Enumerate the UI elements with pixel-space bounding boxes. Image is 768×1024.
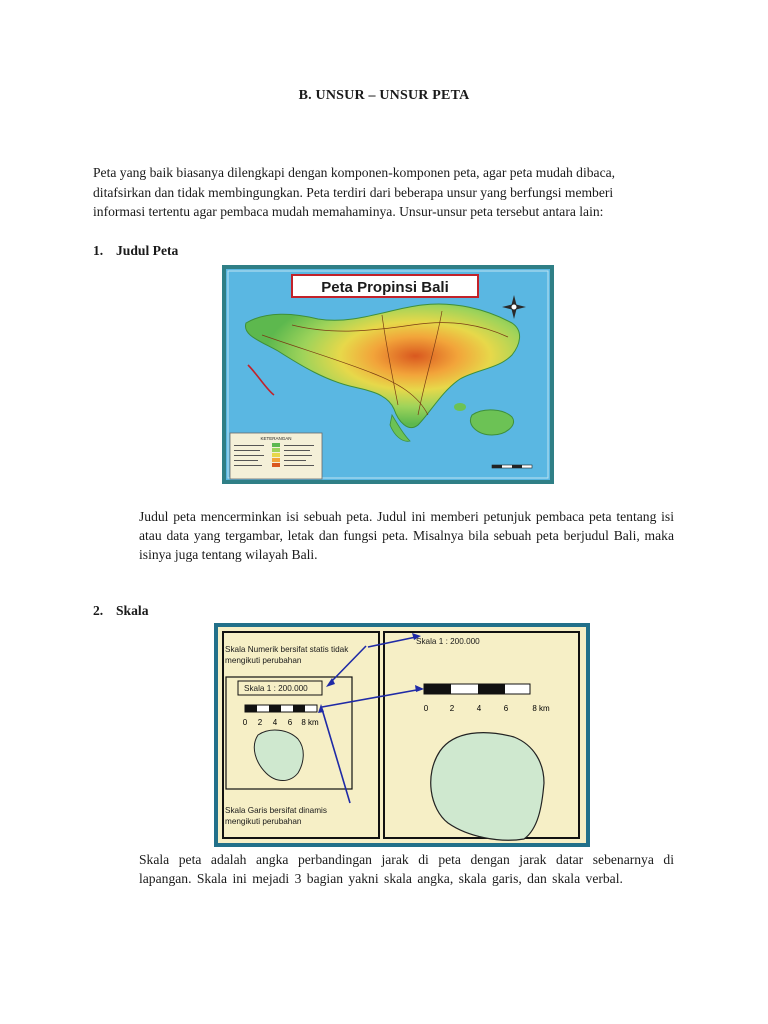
right-tick-6: 6	[503, 704, 509, 713]
section-number: 1.	[93, 243, 104, 258]
skala-paragraph: Skala peta adalah angka perbandingan jarak di peta dengan jarak datar sebenarnya di lapangan. Skala ini mejadi 3 bagian yakni skala angka, skala garis, dan skala verbal.	[139, 852, 674, 886]
numeric-scale-label-line2: mengikuti perubahan	[225, 656, 302, 665]
right-tick-2: 2	[449, 704, 455, 713]
left-tick-0: 0	[242, 718, 248, 727]
numeric-scale-label-line1: Skala Numerik bersifat statis tidak	[225, 645, 349, 654]
bar-scale-label-line2: mengikuti perubahan	[225, 817, 302, 826]
map-legend	[230, 433, 322, 479]
section-heading-text: Skala	[116, 603, 149, 618]
left-tick-4: 4	[272, 718, 278, 727]
section-number: 2.	[93, 603, 104, 618]
right-tick-0: 0	[423, 704, 429, 713]
section-heading-judul-peta	[93, 243, 178, 259]
left-numeric-scale: Skala 1 : 200.000	[244, 684, 308, 693]
bar-scale-label-line1: Skala Garis bersifat dinamis	[225, 806, 327, 815]
section-heading-text: Judul Peta	[116, 243, 179, 258]
nusa-penida-island	[470, 410, 513, 435]
section-heading-skala	[93, 603, 149, 619]
bali-map-image	[222, 265, 554, 484]
right-numeric-scale: Skala 1 : 200.000	[416, 637, 480, 646]
right-bar-scale	[424, 684, 530, 694]
map-scale-bar	[492, 465, 532, 468]
legend-title: KETERANGAN	[260, 436, 292, 441]
left-tick-6: 6	[287, 718, 293, 727]
scale-figure-image	[214, 623, 590, 847]
intro-text: Peta yang baik biasanya dilengkapi dengan komponen-komponen peta, agar peta mudah dibaca, ditafsirkan dan tidak membingungkan. Peta terdiri dari beberapa unsur yang berfungsi memberi informasi tertentu agar pembaca mudah memahaminya. Unsur-unsur peta tersebut antara lain:	[93, 165, 616, 219]
page-title: B. UNSUR – UNSUR PETA	[298, 88, 470, 103]
left-bar-scale	[245, 705, 317, 712]
judul-peta-paragraph: Judul peta mencerminkan isi sebuah peta. Judul ini memberi petunjuk pembaca peta tentang isi atau data yang tergambar, letak dan fungsi peta. Misalnya bila sebuah peta berjudul Bali, maka isinya juga tentang wilayah Bali.	[139, 509, 674, 562]
left-tick-8km: 8 km	[301, 718, 319, 727]
intro-paragraph	[93, 163, 623, 222]
right-tick-4: 4	[476, 704, 482, 713]
right-tick-8km: 8 km	[532, 704, 550, 713]
map-title: Peta Propinsi Bali	[321, 279, 449, 296]
left-tick-2: 2	[257, 718, 263, 727]
